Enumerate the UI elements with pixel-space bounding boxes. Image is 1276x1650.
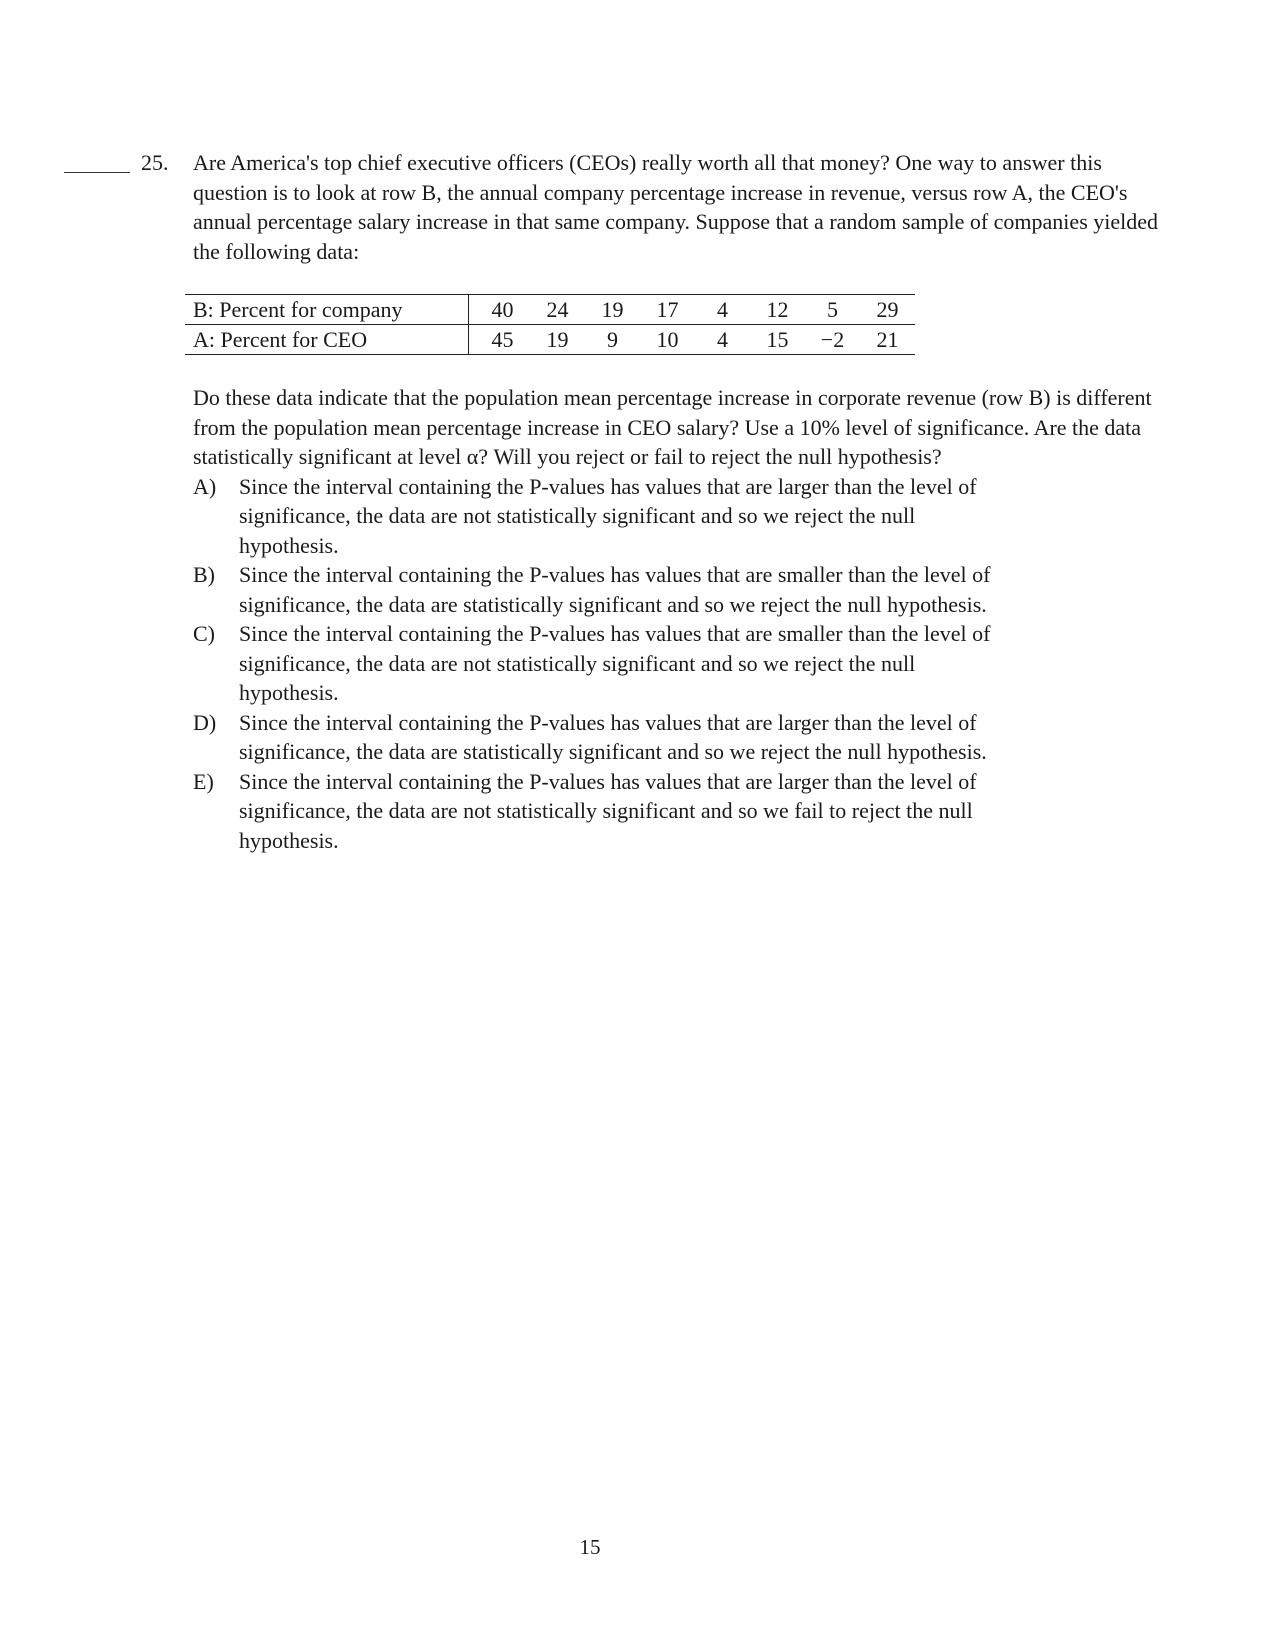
table-cell: 24 xyxy=(530,295,585,325)
choice-text: Since the interval containing the P-values has values that are larger than the level of significance, the data are not statistically significant and so we fail to reject the null hypothesis. xyxy=(239,768,977,853)
choice-text: Since the interval containing the P-values has values that are smaller than the level of significance, the data are not statistically significant and so we reject the null hypothesis. xyxy=(239,621,991,705)
choice-text: Since the interval containing the P-values has values that are larger than the level of significance, the data are statistically significant and so we reject the null hypothesis. xyxy=(239,709,987,764)
table-cell: 4 xyxy=(695,295,750,325)
choice-letter: A) xyxy=(193,473,217,499)
choice-c xyxy=(193,619,1158,708)
row-label: B: Percent for company xyxy=(185,295,469,325)
table-cell: 21 xyxy=(860,325,915,355)
choice-letter: E) xyxy=(193,768,214,794)
choice-d xyxy=(193,708,1158,767)
page-number: 15 xyxy=(579,1535,601,1559)
answer-blank xyxy=(64,172,130,173)
question-25 xyxy=(141,148,1161,855)
answer-choices xyxy=(193,472,1158,856)
table-cell: 4 xyxy=(695,325,750,355)
choice-letter: D) xyxy=(193,709,217,735)
question-number: 25. xyxy=(141,150,169,175)
table-cell: 17 xyxy=(640,295,695,325)
table-row-company xyxy=(185,295,915,325)
table-cell: 19 xyxy=(530,325,585,355)
table-cell: 40 xyxy=(469,295,531,325)
choice-b xyxy=(193,560,1158,619)
question-followup: Do these data indicate that the population mean percentage increase in corporate revenue (row B) is different from the population mean percentage increase in CEO salary? Use a 10% level of significance. Are the data statistically significant at level α? Will you reject or fail to reject the null hypothesis? xyxy=(193,385,1152,469)
question-stem: Are America's top chief executive officers (CEOs) really worth all that money? One way to answer this question is to look at row B, the annual company percentage increase in revenue, versus row A, the CEO's annual percentage salary increase in that same company. Suppose that a random sample of companies yielded the following data: xyxy=(193,150,1159,264)
choice-a xyxy=(193,472,1158,561)
data-table xyxy=(185,294,915,355)
row-label: A: Percent for CEO xyxy=(185,325,469,355)
choice-letter: B) xyxy=(193,562,215,587)
question-body xyxy=(193,148,1158,855)
table-cell: 29 xyxy=(860,295,915,325)
table-row-ceo xyxy=(185,325,915,355)
table-cell: 10 xyxy=(640,325,695,355)
choice-text: Since the interval containing the P-values has values that are larger than the level of significance, the data are not statistically significant and so we reject the null hypothesis. xyxy=(239,473,977,558)
table-cell: 12 xyxy=(750,295,805,325)
table-cell: 5 xyxy=(805,295,860,325)
table-cell: 45 xyxy=(469,325,531,355)
table-cell: 19 xyxy=(585,295,640,325)
choice-text: Since the interval containing the P-values has values that are smaller than the level of significance, the data are statistically significant and so we reject the null hypothesis. xyxy=(239,562,991,617)
table-cell: 9 xyxy=(585,325,640,355)
table-cell: 15 xyxy=(750,325,805,355)
table-cell: −2 xyxy=(805,325,860,355)
choice-letter: C) xyxy=(193,621,215,646)
choice-e xyxy=(193,767,1158,856)
